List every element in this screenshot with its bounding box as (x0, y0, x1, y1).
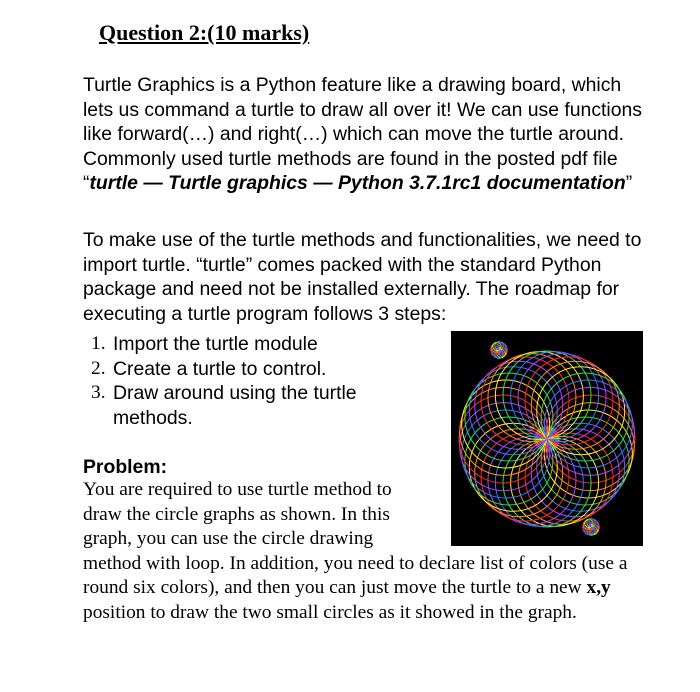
step-text: Create a turtle to control. (113, 357, 327, 380)
small-spirograph-top-left (491, 342, 508, 359)
coordinates-term: x,y (586, 577, 611, 599)
small-spirograph-bottom-right (583, 519, 600, 536)
turtle-spirograph-figure (451, 331, 643, 546)
question-heading: Question 2:(10 marks) (99, 20, 310, 45)
problem-title: Problem: (83, 456, 168, 478)
list-item (83, 332, 413, 357)
step-number: 3. (91, 382, 106, 403)
list-item (83, 381, 413, 430)
intro-closing-quote: ” (625, 172, 633, 194)
intro-paragraph (83, 73, 643, 196)
usage-paragraph: To make use of the turtle methods and functionalities, we need to import turtle. “turtle” comes packed with the standard Python package and need not be installed externally. The roadmap for executing a turtle program follows 3 steps: (83, 229, 642, 325)
documentation-reference: turtle — Turtle graphics — Python 3.7.1rc1 documentation (89, 172, 626, 194)
step-text: Draw around using the turtle methods. (113, 382, 357, 429)
problem-text-part2: position to draw the two small circles as it showed in the graph. (83, 601, 577, 623)
spirograph-drawing (451, 331, 643, 546)
step-number: 2. (91, 357, 106, 379)
problem-text-part1: You are required to use turtle method to draw the circle graphs as shown. In this graph, you can use the circle drawing method with loop. In addition, you need to declare list of colors (use a round six colors), and then you can just move the turtle to a new (83, 479, 628, 599)
intro-text: Turtle Graphics is a Python feature like a drawing board, which lets us command a turtle to draw all over it! We can use functions like forward(…) and right(…) which can move the turtle around. Commonly used turtle methods are found in the posted pdf file “ (83, 74, 642, 194)
steps-list (83, 332, 413, 430)
step-number: 1. (91, 333, 106, 354)
list-item (83, 357, 413, 382)
step-text: Import the turtle module (113, 333, 318, 355)
